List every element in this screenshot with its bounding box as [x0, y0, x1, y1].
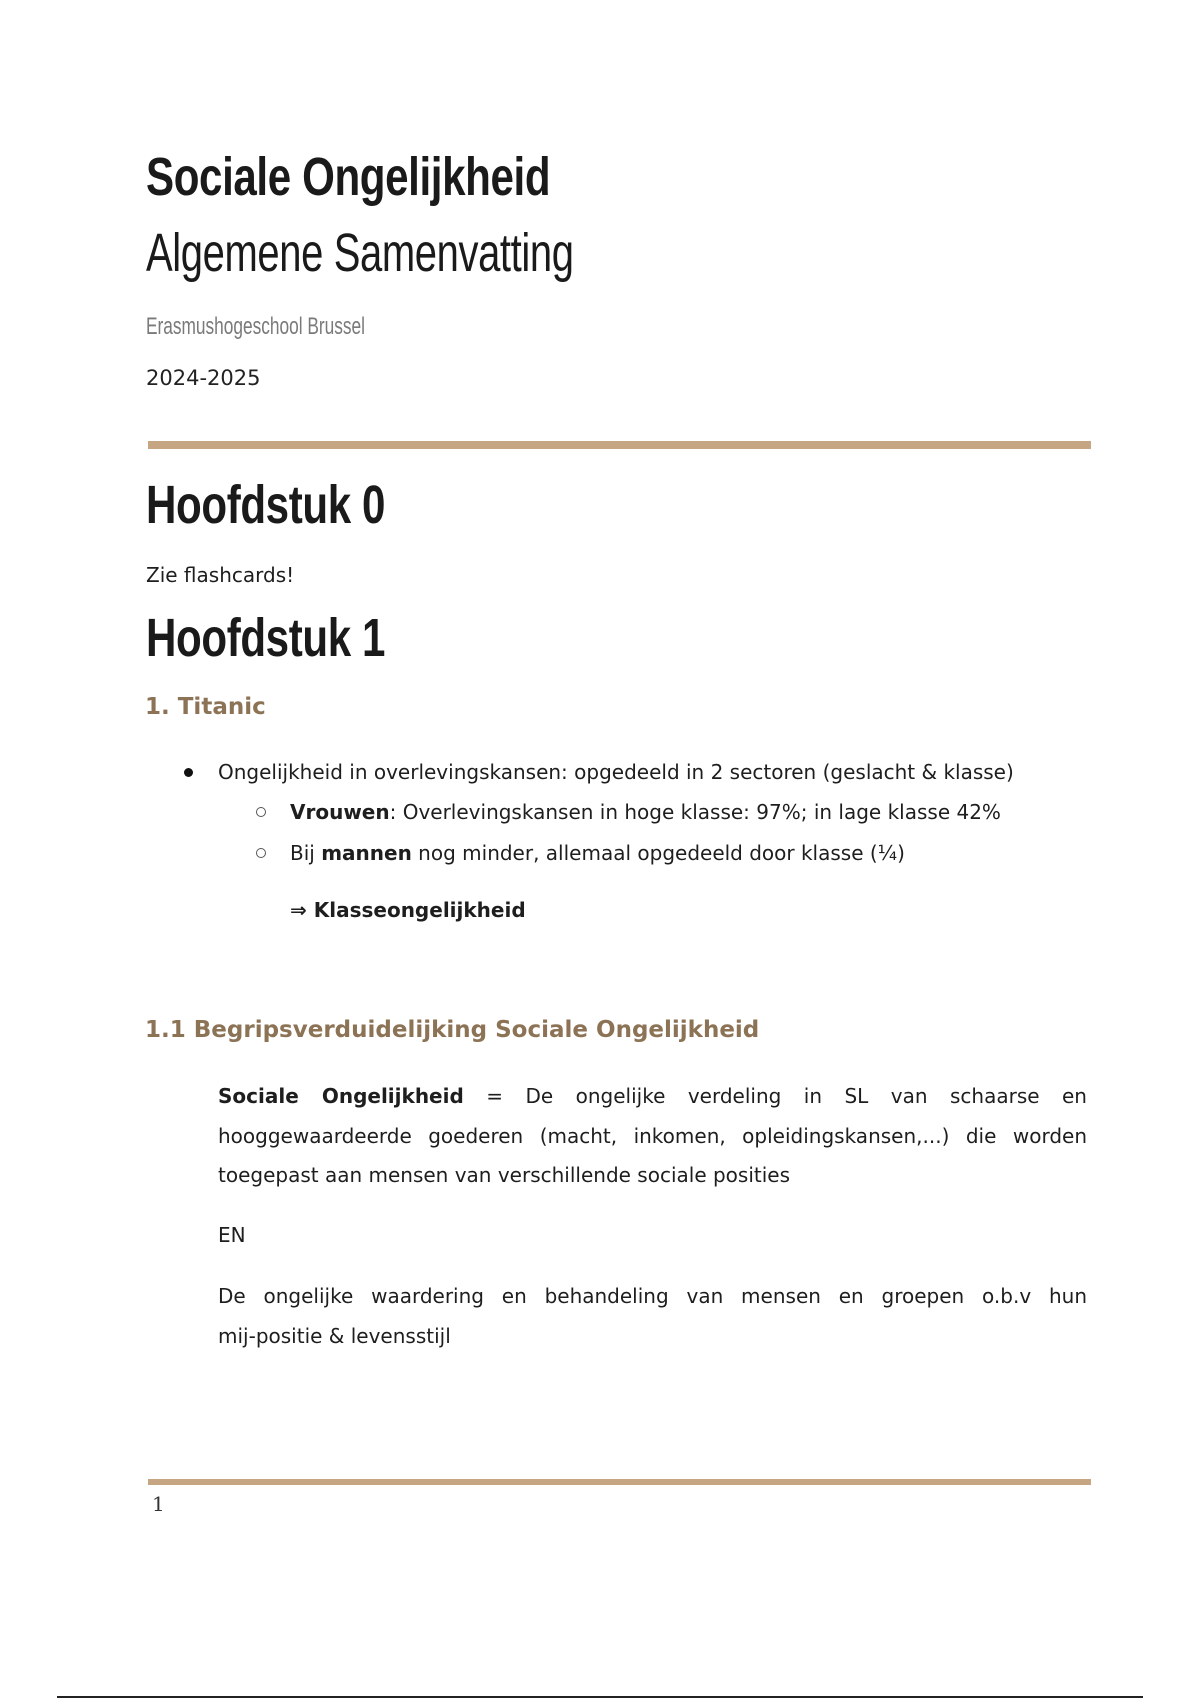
titanic-conclusion: [290, 890, 526, 930]
definition-line-1-rest: = De ongelijke verdeling in SL van schaarse en: [463, 1084, 1087, 1108]
school-name: Erasmushogeschool Brussel: [146, 313, 365, 340]
document-title: Sociale Ongelijkheid: [146, 147, 551, 207]
titanic-sub-bullet-women: [290, 792, 1001, 832]
conclusion-text: Klasseongelijkheid: [313, 898, 526, 922]
men-prefix: Bij: [290, 841, 322, 865]
definition-line-2: hooggewaardeerde goederen (macht, inkomen, opleidingskansen,...) die worden: [218, 1124, 1087, 1148]
footer-divider: [148, 1479, 1091, 1485]
section-titanic-heading: 1. Titanic: [145, 694, 266, 720]
sub-bullet-ring: [256, 807, 266, 817]
bullet-dot: [184, 768, 193, 777]
men-label: mannen: [321, 841, 412, 865]
chapter-0-text: Zie flashcards!: [146, 563, 295, 587]
women-text: : Overlevingskansen in hoge klasse: 97%; in lage klasse 42%: [389, 800, 1001, 824]
implies-arrow-icon: ⇒: [290, 898, 307, 922]
titanic-sub-bullet-men: [290, 833, 905, 873]
definition-term: Sociale Ongelijkheid: [218, 1084, 464, 1108]
connector-en: EN: [218, 1223, 246, 1247]
page-bottom-edge: [57, 1696, 1143, 1698]
men-text: nog minder, allemaal opgedeeld door klasse (¼): [411, 841, 905, 865]
definition2-line-2: mij-positie & levensstijl: [218, 1324, 451, 1348]
header-divider: [148, 441, 1091, 449]
definition-line-3: toegepast aan mensen van verschillende sociale posities: [218, 1163, 791, 1187]
section-1-1-heading: 1.1 Begripsverduidelijking Sociale Ongelijkheid: [145, 1017, 760, 1043]
page-number: 1: [152, 1492, 165, 1516]
definition-line-1: [218, 1076, 1087, 1116]
definition2-line-1: De ongelijke waardering en behandeling van mensen en groepen o.b.v hun: [218, 1284, 1087, 1308]
chapter-1-heading: Hoofdstuk 1: [146, 608, 386, 668]
titanic-bullet: Ongelijkheid in overlevingskansen: opgedeeld in 2 sectoren (geslacht & klasse): [218, 760, 1014, 784]
chapter-0-heading: Hoofdstuk 0: [146, 475, 386, 535]
academic-year: 2024-2025: [146, 366, 261, 390]
sub-bullet-ring: [256, 848, 266, 858]
women-label: Vrouwen: [290, 800, 390, 824]
document-subtitle: Algemene Samenvatting: [146, 223, 574, 283]
